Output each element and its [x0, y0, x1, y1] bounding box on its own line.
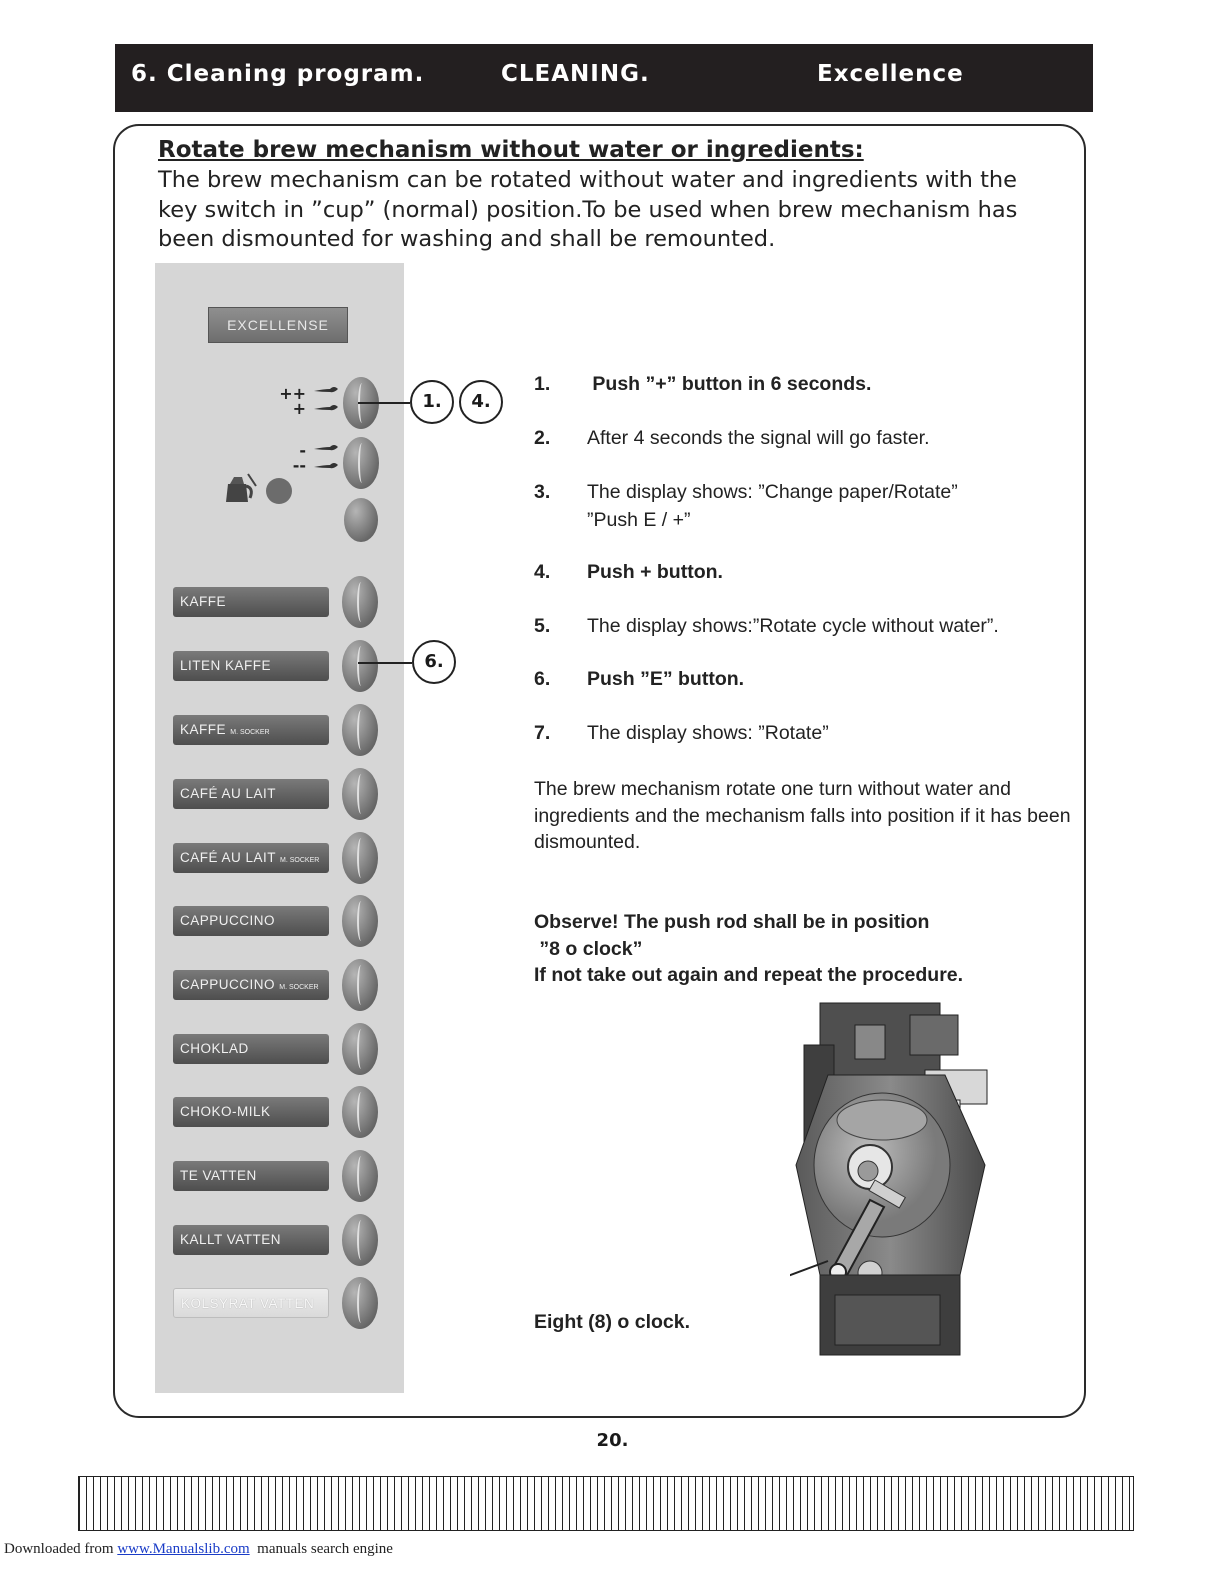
- step-number: 2.: [534, 427, 551, 449]
- drink-label-kallt-vatten: KALLT VATTEN: [173, 1225, 329, 1255]
- plus-symbol: +: [292, 399, 306, 418]
- drink-label-kaffe-socker: KAFFE M. SOCKER: [173, 715, 329, 745]
- drink-button-choko-milk[interactable]: [342, 1086, 378, 1138]
- cup-size-icon: [312, 442, 340, 476]
- step-number: 1.: [534, 373, 551, 395]
- barcode-strip: [78, 1476, 1134, 1531]
- drink-label-choko-milk: CHOKO-MILK: [173, 1097, 329, 1127]
- observe-note: [534, 909, 1074, 989]
- observe-line: If not take out again and repeat the procedure.: [534, 964, 964, 986]
- callout-leader-line: [358, 662, 412, 664]
- description-paragraph: The brew mechanism rotate one turn without water and ingredients and the mechanism falls into position if it has been dismounted.: [534, 778, 1071, 853]
- drink-label-cafe-au-lait: CAFÉ AU LAIT: [173, 779, 329, 809]
- plus-symbols: [276, 386, 306, 416]
- drink-label-kolsyrat-vatten: KOLSYRAT VATTEN: [173, 1288, 329, 1318]
- download-footer: [4, 1541, 393, 1558]
- step-text: Push ”+” button in 6 seconds.: [587, 373, 872, 395]
- drink-button-liten-kaffe[interactable]: [342, 640, 378, 692]
- header-bar: [115, 44, 1093, 112]
- step-text: Push + button.: [587, 561, 723, 583]
- brew-mechanism-illustration: [790, 995, 995, 1360]
- pot-button[interactable]: [266, 478, 292, 504]
- drink-button-cappuccino-socker[interactable]: [342, 959, 378, 1011]
- step-text: Push ”E” button.: [587, 668, 745, 690]
- step-text: After 4 seconds the signal will go faster.: [587, 427, 930, 449]
- page-number: 20.: [596, 1430, 629, 1451]
- figure-label: Eight (8) o clock.: [534, 1311, 691, 1333]
- step-number: 3.: [534, 481, 551, 503]
- step-text-continued: ”Push E / +”: [587, 509, 691, 531]
- category-title: CLEANING.: [501, 61, 650, 87]
- drink-label-cappuccino: CAPPUCCINO: [173, 906, 329, 936]
- observe-line: ”8 o clock”: [534, 937, 643, 960]
- drink-button-kallt-vatten[interactable]: [342, 1214, 378, 1266]
- cup-size-icon: [312, 384, 340, 418]
- manualslib-link[interactable]: www.Manualslib.com: [117, 1541, 250, 1557]
- drink-button-cafe-au-lait[interactable]: [342, 768, 378, 820]
- intro-title: Rotate brew mechanism without water or ingredients:: [158, 137, 864, 163]
- callout-leader-line: [358, 402, 410, 404]
- step-text: The display shows: ”Change paper/Rotate”: [587, 481, 958, 503]
- drink-button-kolsyrat-vatten[interactable]: [342, 1277, 378, 1329]
- footer-prefix: Downloaded from: [4, 1541, 118, 1557]
- callout-1: 1.: [410, 380, 454, 424]
- step-text: The display shows:”Rotate cycle without water”.: [587, 615, 999, 637]
- plus-plus-symbol: ++: [279, 384, 306, 403]
- step-number: 7.: [534, 722, 551, 744]
- callout-6: 6.: [412, 640, 456, 684]
- drink-button-choklad[interactable]: [342, 1023, 378, 1075]
- drink-label-choklad: CHOKLAD: [173, 1034, 329, 1064]
- step-text: The display shows: ”Rotate”: [587, 722, 829, 744]
- drink-button-kaffe[interactable]: [342, 576, 378, 628]
- e-button[interactable]: [344, 498, 378, 542]
- intro-line: key switch in ”cup” (normal) position.To be used when brew mechanism has: [158, 196, 1018, 223]
- intro-line: The brew mechanism can be rotated without water and ingredients with the: [158, 167, 1018, 193]
- model-title: Excellence: [817, 61, 964, 87]
- coffee-pot-icon: [224, 472, 260, 506]
- minus-minus-symbol: --: [292, 456, 306, 475]
- footer-suffix: manuals search engine: [249, 1541, 393, 1557]
- panel-display: EXCELLENSE: [208, 307, 348, 343]
- drink-button-cafe-au-lait-socker[interactable]: [342, 832, 378, 884]
- intro-line: been dismounted for washing and shall be remounted.: [158, 226, 776, 252]
- minus-button[interactable]: [343, 437, 379, 489]
- step-number: 6.: [534, 668, 551, 690]
- minus-symbols: [276, 443, 306, 473]
- callout-4: 4.: [459, 380, 503, 424]
- drink-label-kaffe: KAFFE: [173, 587, 329, 617]
- drink-label-liten-kaffe: LITEN KAFFE: [173, 651, 329, 681]
- intro-body: [158, 166, 1058, 255]
- drink-label-cappuccino-socker: CAPPUCCINO M. SOCKER: [173, 970, 329, 1000]
- step-number: 4.: [534, 561, 551, 583]
- observe-line: Observe! The push rod shall be in position: [534, 911, 930, 933]
- drink-button-kaffe-socker[interactable]: [342, 704, 378, 756]
- drink-button-te-vatten[interactable]: [342, 1150, 378, 1202]
- drink-button-cappuccino[interactable]: [342, 895, 378, 947]
- drink-label-te-vatten: TE VATTEN: [173, 1161, 329, 1191]
- minus-symbol: -: [299, 441, 306, 460]
- drink-label-cafe-au-lait-socker: CAFÉ AU LAIT M. SOCKER: [173, 843, 329, 873]
- step-number: 5.: [534, 615, 551, 637]
- section-title: 6. Cleaning program.: [131, 61, 425, 87]
